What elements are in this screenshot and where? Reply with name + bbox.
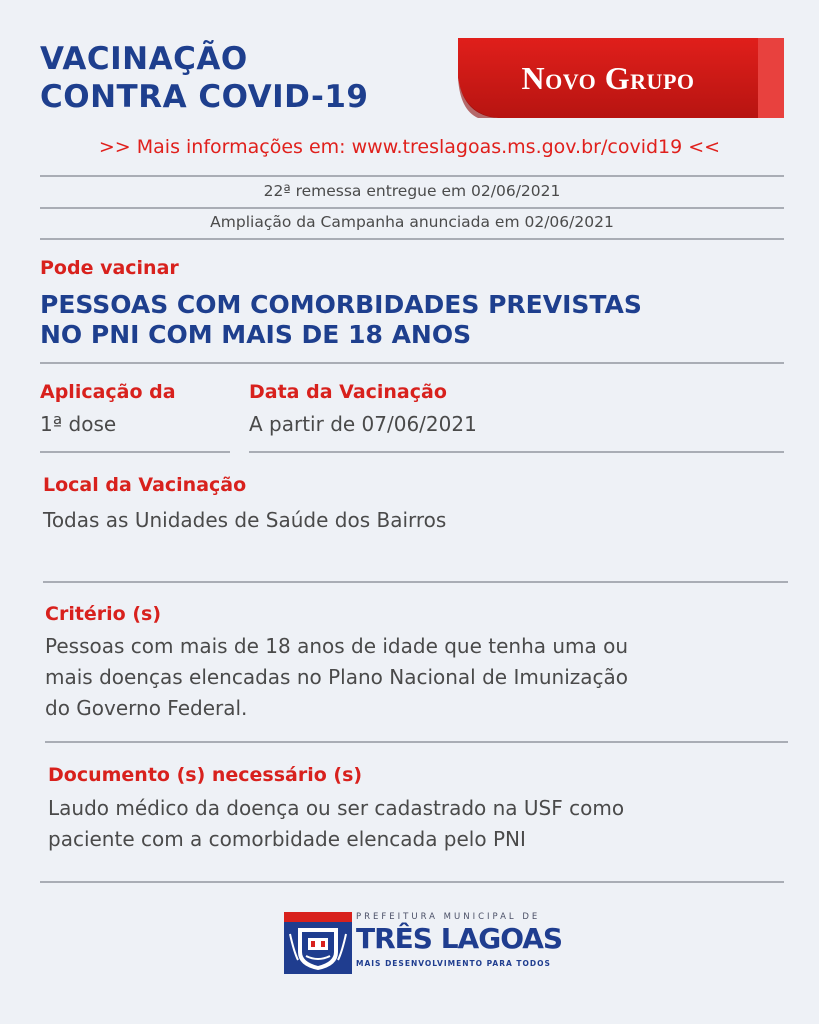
municipality-logo (284, 912, 563, 974)
new-group-banner (458, 38, 784, 118)
criteria-text (45, 631, 628, 724)
documents-label: Documento (s) necessário (s) (48, 764, 363, 786)
divider (40, 362, 784, 364)
announcement-notice: Ampliação da Campanha anunciada em 02/06/2021 (210, 213, 614, 231)
eligible-group-line-1: PESSOAS COM COMORBIDADES PREVISTAS (40, 290, 642, 319)
title-line-2: CONTRA COVID-19 (40, 79, 369, 115)
logo-sub-text: MAIS DESENVOLVIMENTO PARA TODOS (356, 959, 551, 968)
location-value: Todas as Unidades de Saúde dos Bairros (43, 508, 447, 532)
divider (43, 581, 788, 583)
banner-label: Novo Grupo (521, 59, 695, 96)
divider (45, 741, 788, 743)
application-value: 1ª dose (40, 412, 117, 436)
divider (249, 451, 784, 453)
divider (40, 175, 784, 177)
eligible-label: Pode vacinar (40, 257, 179, 279)
eligible-group-line-2: NO PNI COM MAIS DE 18 ANOS (40, 320, 472, 349)
delivery-notice: 22ª remessa entregue em 02/06/2021 (263, 182, 561, 200)
documents-line-1: Laudo médico da doença ou ser cadastrado na USF como (48, 796, 625, 820)
criteria-label: Critério (s) (45, 603, 162, 625)
date-label: Data da Vacinação (249, 381, 447, 403)
divider (40, 238, 784, 240)
logo-main-text: TRÊS LAGOAS (356, 922, 563, 955)
eligible-group (40, 290, 800, 350)
logo-top-text: PREFEITURA MUNICIPAL DE (356, 912, 541, 922)
info-link[interactable]: >> Mais informações em: www.treslagoas.ms.gov.br/covid19 << (98, 136, 721, 158)
divider (40, 881, 784, 883)
divider (40, 207, 784, 209)
title-line-1: VACINAÇÃO (40, 41, 248, 77)
coat-of-arms-icon (284, 912, 352, 974)
application-label: Aplicação da (40, 381, 176, 403)
documents-line-2: paciente com a comorbidade elencada pelo PNI (48, 827, 526, 851)
documents-text (48, 793, 624, 855)
date-value: A partir de 07/06/2021 (249, 412, 477, 436)
criteria-line-1: Pessoas com mais de 18 anos de idade que tenha uma ou (45, 634, 629, 658)
page-title (40, 40, 440, 116)
location-label: Local da Vacinação (43, 474, 247, 496)
criteria-line-2: mais doenças elencadas no Plano Nacional de Imunização (45, 665, 628, 689)
criteria-line-3: do Governo Federal. (45, 696, 248, 720)
divider (40, 451, 230, 453)
